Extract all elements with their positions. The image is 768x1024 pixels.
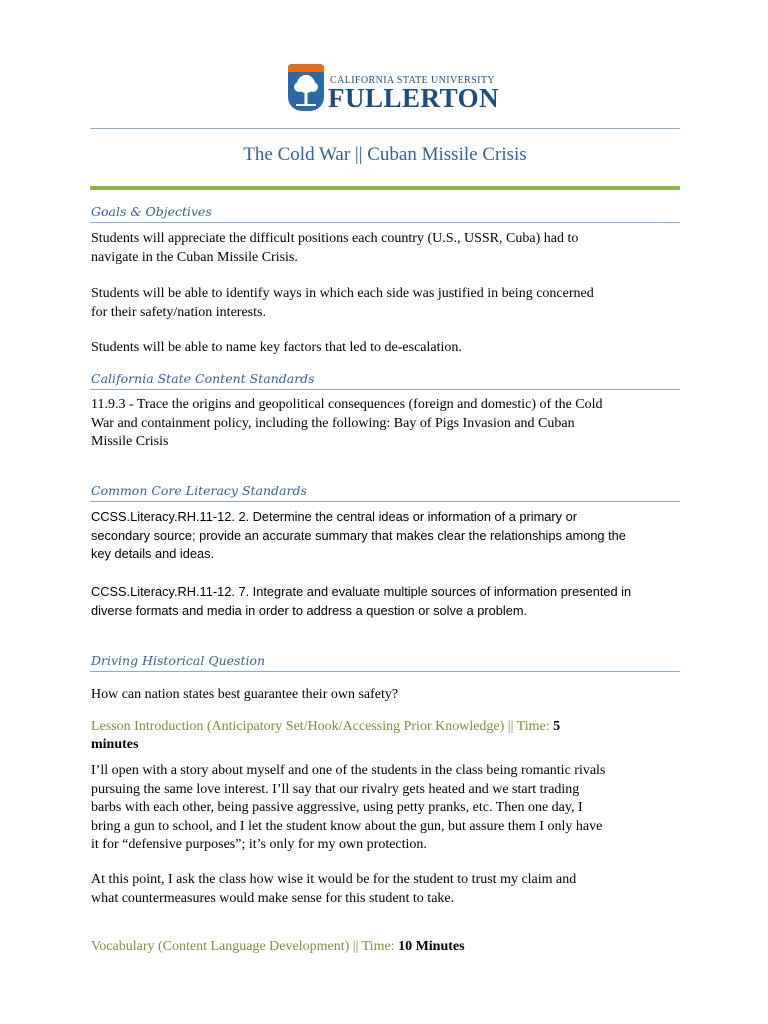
goals-rule	[90, 222, 680, 223]
common-core-rule	[90, 501, 680, 502]
goals-heading: Goals & Objectives	[91, 204, 212, 219]
common-core-paragraph-1: CCSS.Literacy.RH.11-12. 2. Determine the central ideas or information of a primary or secondary source; provide an accurate summary that makes clear the relationships among the key details and ideas.	[91, 509, 626, 561]
driving-question-text: How can nation states best guarantee their own safety?	[91, 687, 399, 702]
common-core-heading: Common Core Literacy Standards	[91, 483, 307, 498]
driving-question-rule	[90, 671, 680, 672]
state-standards-rule	[90, 389, 680, 390]
goals-paragraph-3: Students will be able to name key factors that led to de-escalation.	[91, 340, 462, 355]
university-logo	[288, 64, 500, 113]
page-title: The Cold War || Cuban Missile Crisis	[243, 144, 527, 165]
top-rule	[90, 128, 680, 129]
campus-name: FULLERTON	[328, 83, 500, 113]
driving-question-heading: Driving Historical Question	[91, 653, 266, 668]
state-standards-paragraph: 11.9.3 - Trace the origins and geopolitical consequences (foreign and domestic) of the Cold War and containment policy, including the following: Bay of Pigs Invasion and Cuban Missile Crisis	[91, 397, 603, 449]
lesson-intro-heading: Lesson Introduction (Anticipatory Set/Hook/Accessing Prior Knowledge) || Time: 5 minutes	[91, 719, 561, 752]
goals-paragraph-1: Students will appreciate the difficult positions each country (U.S., USSR, Cuba) had to navigate in the Cuban Missile Crisis.	[91, 231, 579, 265]
lesson-intro-paragraph-1: I’ll open with a story about myself and one of the students in the class being romantic rivals pursuing the same love interest. I’ll say that our rivalry gets heated and we start trading barbs with each other, being passive aggressive, using petty pranks, etc. Then one day, I bring a gun to school, and I let the student know about the gun, but assure them I only have it for “defensive purposes”; it’s only for my own protection.	[91, 763, 606, 852]
vocabulary-heading: Vocabulary (Content Language Development) || Time: 10 Minutes	[91, 939, 465, 954]
title-rule	[90, 186, 680, 190]
state-standards-heading: California State Content Standards	[91, 371, 315, 386]
common-core-paragraph-2: CCSS.Literacy.RH.11-12. 7. Integrate and evaluate multiple sources of information presented in diverse formats and media in order to address a question or solve a problem.	[91, 584, 632, 618]
goals-paragraph-2: Students will be able to identify ways in which each side was justified in being concerned for their safety/nation interests.	[91, 286, 594, 320]
university-name: CALIFORNIA STATE UNIVERSITY	[330, 75, 495, 86]
tree-seal-icon	[288, 64, 324, 111]
lesson-intro-paragraph-2: At this point, I ask the class how wise it would be for the student to trust my claim and what countermeasures would make sense for this student to take.	[91, 872, 577, 906]
